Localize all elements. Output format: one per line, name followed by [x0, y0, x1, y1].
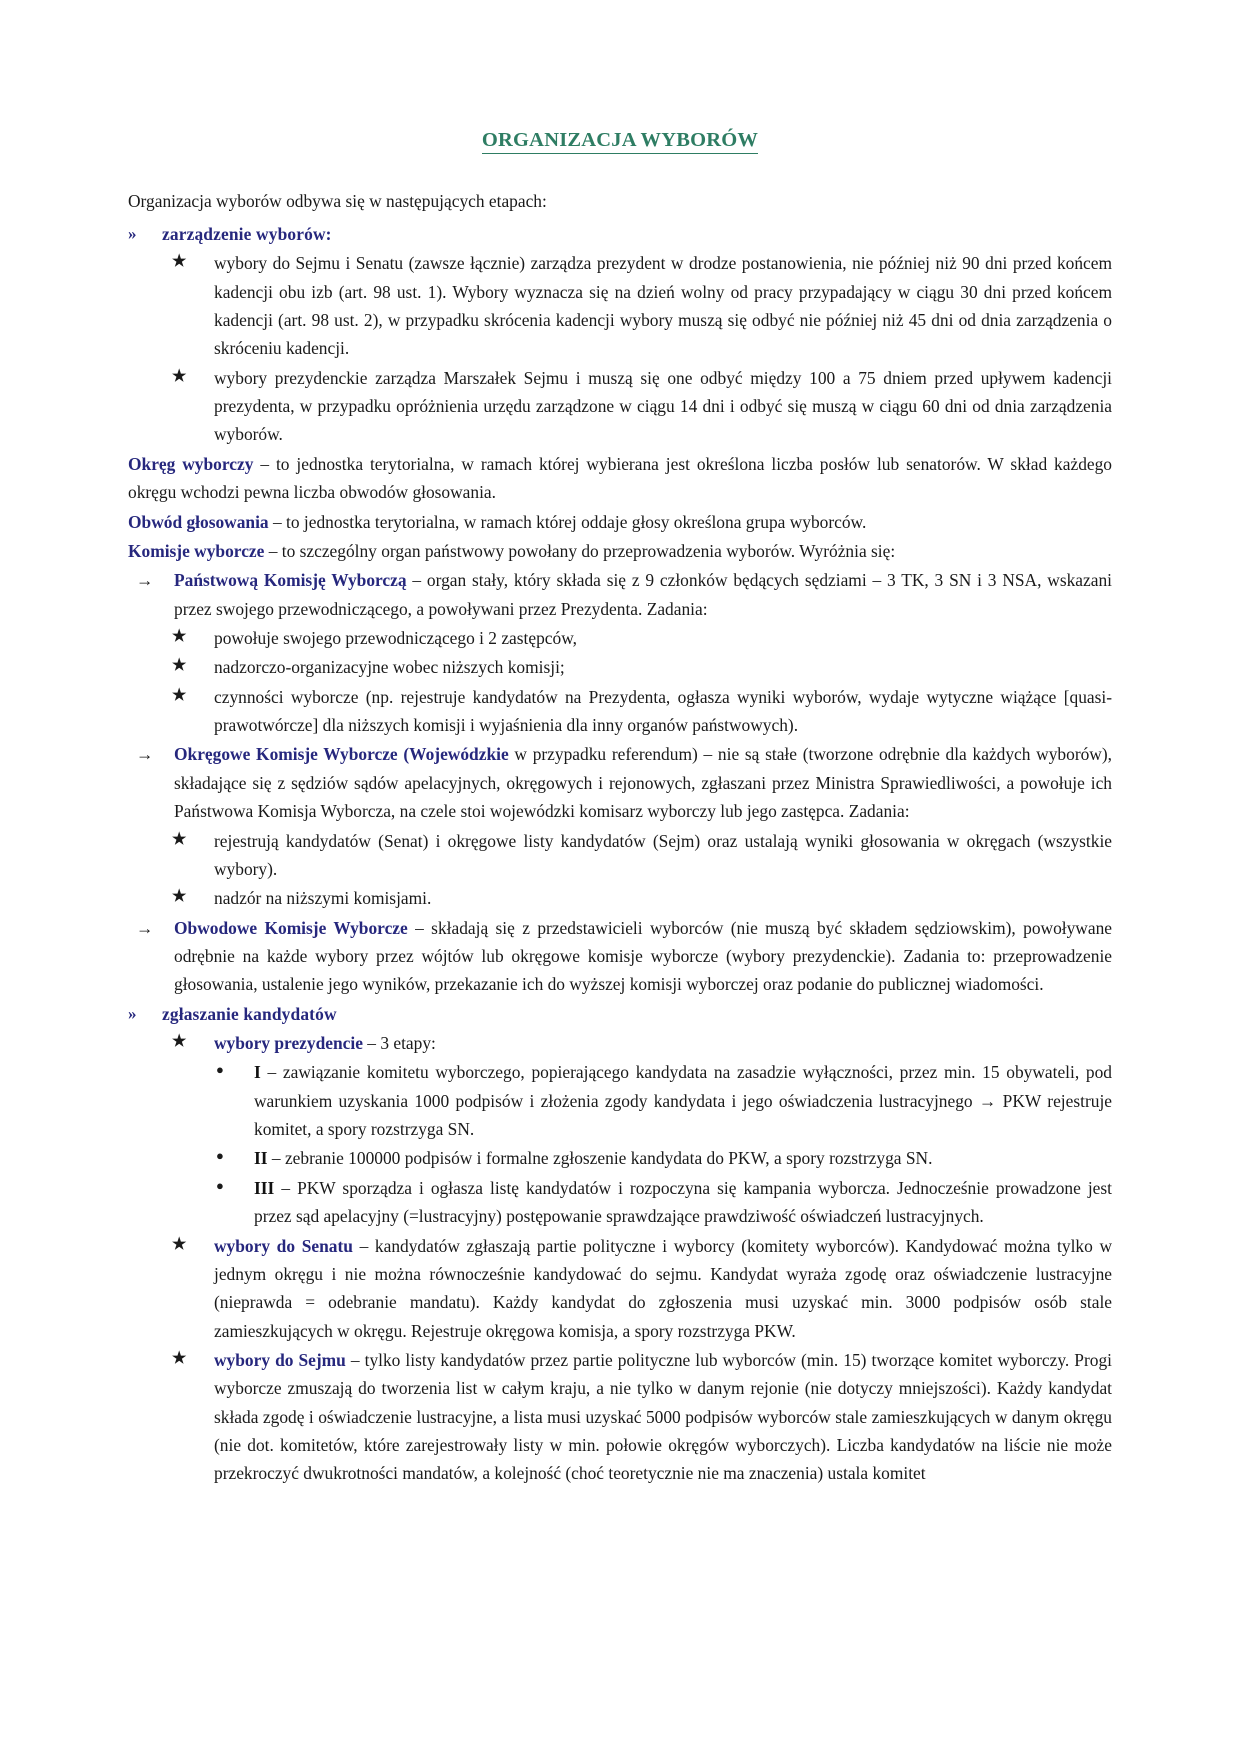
- stage-text: – zawiązanie komitetu wyborczego, popierającego kandydata na zasadzie wyłączności, przez min. 15 obywateli, pod warunkiem uzyskania 1000 podpisów i złożenia zgody kandydata i jego oświadczenia lustracyjnego → PKW rejestruje komitet, a spory rozstrzyga SN.: [254, 1062, 1112, 1140]
- stage-numeral: I: [254, 1062, 261, 1083]
- stage-item: [128, 1174, 1112, 1231]
- commission-item-okregowe: [128, 740, 1112, 825]
- section-heading-label: zarządzenie wyborów:: [162, 223, 332, 244]
- list-item-text: powołuje swojego przewodniczącego i 2 zastępców,: [214, 627, 577, 648]
- definition-obwod-glosowania: [128, 508, 1112, 536]
- list-item-text: nadzór na niższymi komisjami.: [214, 888, 432, 909]
- stage-body: [254, 1058, 1112, 1143]
- commission-term: Okręgowe Komisje Wyborcze (Wojewódzkie: [174, 744, 509, 765]
- list-item: [128, 884, 1112, 912]
- star-marker-icon: ★: [172, 627, 187, 645]
- group-body: [214, 1029, 1112, 1057]
- commission-term: Państwową Komisję Wyborczą: [174, 570, 407, 591]
- definition-term: Okręg wyborczy: [128, 453, 254, 474]
- list-item: [128, 364, 1112, 449]
- bullet-dot-icon: ●: [216, 1062, 224, 1078]
- commission-text: w przypadku referendum) – nie są stałe (tworzone odrębnie dla każdych wyborów), składające się z sędziów sądów apelacyjnych, okręgowych i rejonowych, zgłaszani przez Ministra Sprawiedliwości, a powołuje ich Państwowa Komisja Wyborcza, na czele stoi wojewódzki komisarz wyborczy lub jego zastępca. Zadania:: [174, 744, 1112, 822]
- star-marker-icon: ★: [172, 657, 187, 675]
- stage-text: – PKW sporządza i ogłasza listę kandydatów i rozpoczyna się kampania wyborcza. Jednocześnie prowadzone jest przez sąd apelacyjny (=lustracyjny) postępowanie sprawdzające prawdziwość oświadczeń lustracyjnych.: [254, 1177, 1112, 1227]
- group-wybory-prezydencie: [128, 1029, 1112, 1057]
- definition-text: – to jednostka terytorialna, w ramach której oddaje głosy określona grupa wyborców.: [268, 511, 867, 532]
- arrow-right-icon: →: [136, 744, 154, 765]
- definition-text: – to jednostka terytorialna, w ramach której wybierana jest określona liczba posłów lub senatorów. W skład każdego okręgu wchodzi pewna liczba obwodów głosowania.: [128, 453, 1112, 503]
- definition-term: Komisje wyborcze: [128, 540, 265, 561]
- star-marker-icon: ★: [172, 367, 187, 385]
- commission-text: – organ stały, który składa się z 9 członków będących sędziami – 3 TK, 3 SN i 3 NSA, wskazani przez swojego przewodniczącego, a powoływani przez Prezydenta. Zadania:: [174, 570, 1112, 619]
- star-marker-icon: ★: [172, 253, 187, 271]
- group-body: [214, 1346, 1112, 1488]
- list-item: [128, 653, 1112, 681]
- list-item-text: wybory do Sejmu i Senatu (zawsze łącznie) zarządza prezydent w drodze postanowienia, nie później niż 90 dni przed końcem kadencji obu izb (art. 98 ust. 1). Wybory wyznacza się na dzień wolny od pracy przypadający w ciągu 30 dni przed końcem kadencji (art. 98 ust. 2), w przypadku skrócenia kadencji wybory muszą się odbyć nie później niż 45 dni od dnia zarządzenia o skróceniu kadencji.: [214, 253, 1112, 359]
- group-term: wybory do Sejmu: [214, 1349, 346, 1370]
- list-item: [128, 249, 1112, 362]
- page-title: [128, 128, 1112, 153]
- star-marker-icon: ★: [172, 1235, 187, 1253]
- list-item: [128, 624, 1112, 652]
- bullet-dot-icon: ●: [216, 1148, 224, 1164]
- list-item: [128, 683, 1112, 740]
- group-wybory-do-sejmu: [128, 1346, 1112, 1488]
- section-heading-label: zgłaszanie kandydatów: [162, 1003, 337, 1024]
- star-marker-icon: ★: [172, 1349, 187, 1367]
- group-term: wybory prezydencie: [214, 1033, 363, 1054]
- group-text: – kandydatów zgłaszają partie polityczne i wyborcy (komitety wyborców). Kandydować można tylko w jednym okręgu i nie można równocześnie kandydować do sejmu. Kandydat wyraża zgodę oraz oświadczenie lustracyjne (nieprawda = odebranie mandatu). Każdy kandydat do zgłoszenia musi uzyskać min. 3000 podpisów osób stale zamieszkujących w okręgu. Rejestruje okręgowa komisja, a spory rozstrzyga PKW.: [214, 1235, 1112, 1341]
- group-text: – tylko listy kandydatów przez partie polityczne lub wyborców (min. 15) tworzące komitet wyborczy. Progi wyborcze zmuszają do tworzenia list w całym kraju, a nie tylko w danym rejonie (nie dotyczy mniejszości). Każdy kandydat składa zgodę i oświadczenie lustracyjne, a lista musi uzyskać 5000 podpisów wyborców stale zamieszkujących w danym okręgu (nie dot. komitetów, które zarejestrowały listy w min. połowie okręgów wyborczych). Liczba kandydatów na liście nie może przekroczyć dwukrotności mandatów, a kolejność (choć teoretycznie nie ma znaczenia) ustala komitet: [214, 1349, 1112, 1484]
- section-heading-row: [128, 220, 1112, 248]
- list-item-text: nadzorczo-organizacyjne wobec niższych komisji;: [214, 657, 565, 678]
- definition-term: Obwód głosowania: [128, 511, 269, 532]
- commission-body: [174, 740, 1112, 825]
- arrow-right-icon: →: [136, 917, 154, 938]
- star-marker-icon: ★: [172, 888, 187, 906]
- star-marker-icon: ★: [172, 1033, 187, 1051]
- star-marker-icon: ★: [172, 686, 187, 704]
- intro-paragraph: Organizacja wyborów odbywa się w następujących etapach:: [128, 190, 547, 211]
- list-item: [128, 827, 1112, 884]
- group-term: wybory do Senatu: [214, 1235, 353, 1256]
- star-marker-icon: ★: [172, 830, 187, 848]
- definition-text: – to szczególny organ państwowy powołany do przeprowadzenia wyborów. Wyróżnia się:: [264, 540, 896, 561]
- level1-marker: »: [128, 1003, 137, 1023]
- commission-term: Obwodowe Komisje Wyborcze: [174, 917, 408, 938]
- group-body: [214, 1232, 1112, 1345]
- commission-item-pkw: [128, 566, 1112, 623]
- page-title-text: ORGANIZACJA WYBORÓW: [482, 129, 758, 154]
- stage-item: [128, 1144, 1112, 1172]
- stage-text: – zebranie 100000 podpisów i formalne zgłoszenie kandydata do PKW, a spory rozstrzyga SN.: [267, 1148, 933, 1169]
- section-heading-row: [128, 1000, 1112, 1028]
- arrow-right-icon: →: [136, 570, 154, 591]
- stage-numeral: III: [254, 1177, 275, 1198]
- commission-text: – składają się z przedstawicieli wyborców (nie muszą być składem sędziowskim), powoływane odrębnie na każde wybory przez wójtów lub okręgowe komisje wyborcze (wybory prezydenckie). Zadania to: przeprowadzenie głosowania, ustalenie jego wyników, przekazanie ich do wyższej komisji wyborczej oraz podanie do publicznej wiadomości.: [174, 917, 1112, 995]
- stage-body: [254, 1174, 1112, 1231]
- stage-numeral: II: [254, 1148, 268, 1169]
- group-text: – 3 etapy:: [362, 1033, 436, 1054]
- definition-okreg-wyborczy: [128, 450, 1112, 507]
- definition-komisje-wyborcze: [128, 537, 1112, 565]
- list-item-text: wybory prezydenckie zarządza Marszałek Sejmu i muszą się one odbyć między 100 a 75 dniem przed upływem kadencji prezydenta, w przypadku opróżnienia urzędu zarządzone w ciągu 14 dni i odbyć się muszą w ciągu 60 dni od dnia zarządzenia wyborów.: [214, 367, 1112, 445]
- level1-marker: »: [128, 223, 137, 243]
- commission-body: [174, 566, 1112, 623]
- stage-item: [128, 1058, 1112, 1143]
- list-item-text: rejestrują kandydatów (Senat) i okręgowe listy kandydatów (Sejm) oraz ustalają wyniki głosowania w okręgach (wszystkie wybory).: [214, 830, 1112, 879]
- bullet-dot-icon: ●: [216, 1177, 224, 1193]
- group-wybory-do-senatu: [128, 1232, 1112, 1345]
- commission-item-obwodowe: [128, 914, 1112, 999]
- stage-body: [254, 1144, 1112, 1172]
- commission-body: [174, 914, 1112, 999]
- list-item-text: czynności wyborcze (np. rejestruje kandydatów na Prezydenta, ogłasza wyniki wyborów, wydaje wytyczne wiążące [quasi-prawotwórcze] dla niższych komisji i wyjaśnienia dla inny organów państwowych).: [214, 686, 1112, 736]
